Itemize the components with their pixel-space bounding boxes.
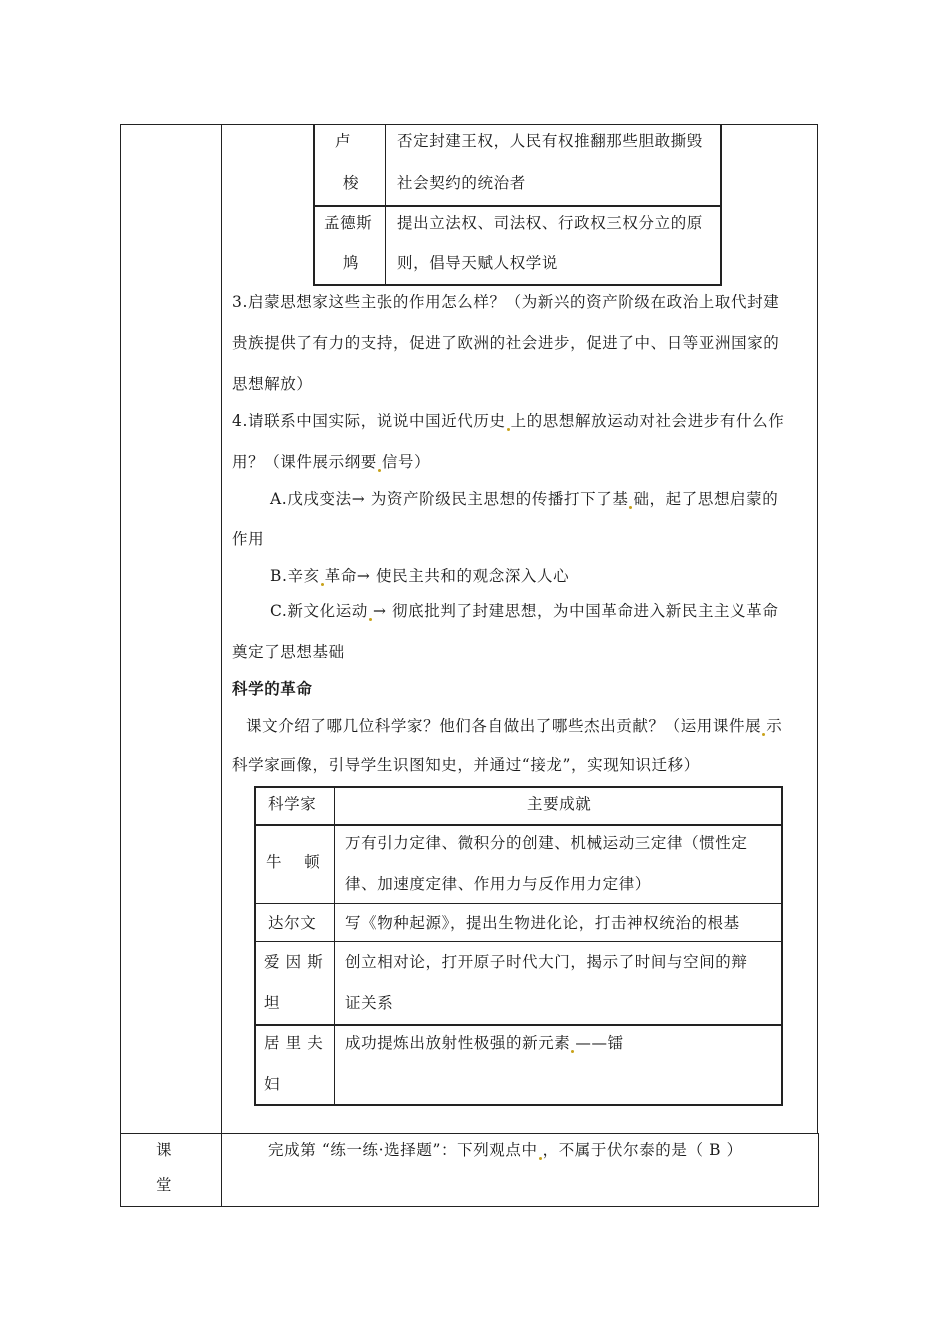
thinker-idea-cont: 社会契约的统治者 xyxy=(397,174,526,192)
question-3-line: 3.启蒙思想家这些主张的作用怎么样？（为新兴的资产阶级在政治上取代封建 xyxy=(232,293,780,311)
outer-right-border-upper xyxy=(817,124,818,1134)
scientist-name: 牛 顿 xyxy=(266,853,321,871)
scientist-achievement: 写《物种起源》，提出生物进化论，打击神权统治的根基 xyxy=(345,914,740,932)
question-3-line: 思想解放） xyxy=(232,375,313,393)
sci-table-row-divider xyxy=(254,1024,783,1026)
scientist-achievement-cont: 律、加速度定律、作用力与反作用力定律） xyxy=(345,875,651,893)
scientist-name: 爱 因 斯 xyxy=(264,953,324,971)
science-intro-line: 科学家画像，引导学生识图知史，并通过“接龙”，实现知识迁移） xyxy=(232,756,700,774)
sci-table-row-divider xyxy=(254,824,783,826)
movement-item-b: B.辛亥 革命→ 使民主共和的观念深入人心 xyxy=(270,567,570,585)
movement-item-a: A.戊戌变法→ 为资产阶级民主思想的传播打下了基 础，起了思想启蒙的 xyxy=(270,490,779,508)
section-title: 科学的革命 xyxy=(232,680,313,698)
thinker-idea: 否定封建王权，人民有权推翻那些胆敢撕毁 xyxy=(397,132,703,150)
sci-table-left-border xyxy=(254,786,256,1106)
thinker-idea-cont: 则，倡导天赋人权学说 xyxy=(397,254,559,272)
row-label-cont: 堂 xyxy=(156,1176,173,1194)
thinker-idea: 提出立法权、司法权、行政权三权分立的原 xyxy=(397,214,703,232)
outer-bottom-border xyxy=(120,1206,819,1207)
scientist-achievement: 创立相对论，打开原子时代大门，揭示了时间与空间的辩 xyxy=(345,953,748,971)
thinker-table-row-divider xyxy=(313,205,722,207)
annotation-mark xyxy=(507,428,510,431)
movement-item-c: C.新文化运动 → 彻底批判了封建思想，为中国革命进入新民主主义革命 xyxy=(270,602,779,620)
question-3-line: 贵族提供了有力的支持，促进了欧洲的社会进步，促进了中、日等亚洲国家的 xyxy=(232,334,780,352)
scientist-name: 达尔文 xyxy=(268,914,317,932)
question-4-line: 用？（课件展示纲要 信号） xyxy=(232,453,431,471)
sci-header-scientist: 科学家 xyxy=(268,795,317,813)
annotation-mark xyxy=(539,1157,542,1160)
thinker-table-bottom-border xyxy=(313,284,722,286)
annotation-mark xyxy=(762,733,765,736)
sci-table-right-border xyxy=(781,786,783,1106)
sci-table-bottom-border xyxy=(254,1104,783,1106)
annotation-mark xyxy=(378,469,381,472)
annotation-mark xyxy=(629,506,632,509)
scientist-achievement: 万有引力定律、微积分的创建、机械运动三定律（惯性定 xyxy=(345,834,748,852)
annotation-mark xyxy=(571,1050,574,1053)
scientist-achievement-cont: 证关系 xyxy=(345,994,394,1012)
thinker-name-cont: 鸠 xyxy=(343,254,360,272)
scientist-name-cont: 妇 xyxy=(264,1075,281,1093)
scientist-name: 居 里 夫 xyxy=(264,1034,324,1052)
annotation-mark xyxy=(369,618,372,621)
movement-item-c-cont: 奠定了思想基础 xyxy=(232,643,345,661)
outer-right-border-lower xyxy=(818,1133,819,1207)
sci-table-col-divider xyxy=(334,786,335,1106)
outer-row-divider xyxy=(120,1133,819,1134)
exercise-prompt: 完成第 “练一练·选择题”：下列观点中 ，不属于伏尔泰的是（ B ） xyxy=(268,1141,743,1159)
scientist-achievement: 成功提炼出放射性极强的新元素 ——镭 xyxy=(345,1034,624,1052)
thinker-name: 卢 xyxy=(335,132,352,150)
outer-top-border xyxy=(120,124,818,125)
science-intro-line: 课文介绍了哪几位科学家？他们各自做出了哪些杰出贡献？（运用课件展 示 xyxy=(246,717,783,735)
sci-header-achievement: 主要成就 xyxy=(527,795,592,813)
row-label: 课 xyxy=(156,1141,173,1159)
thinker-name-cont: 梭 xyxy=(343,174,360,192)
outer-left-border xyxy=(120,124,121,1207)
question-4-line: 4.请联系中国实际，说说中国近代历史 上的思想解放运动对社会进步有什么作 xyxy=(232,412,785,430)
outer-col-divider xyxy=(221,124,222,1207)
sci-table-row-divider xyxy=(254,941,783,942)
scientist-name-cont: 坦 xyxy=(264,994,281,1012)
thinker-name: 孟德斯 xyxy=(324,214,373,232)
sci-table-row-divider xyxy=(254,903,783,904)
annotation-mark xyxy=(321,583,324,586)
movement-item-a-cont: 作用 xyxy=(232,530,265,548)
